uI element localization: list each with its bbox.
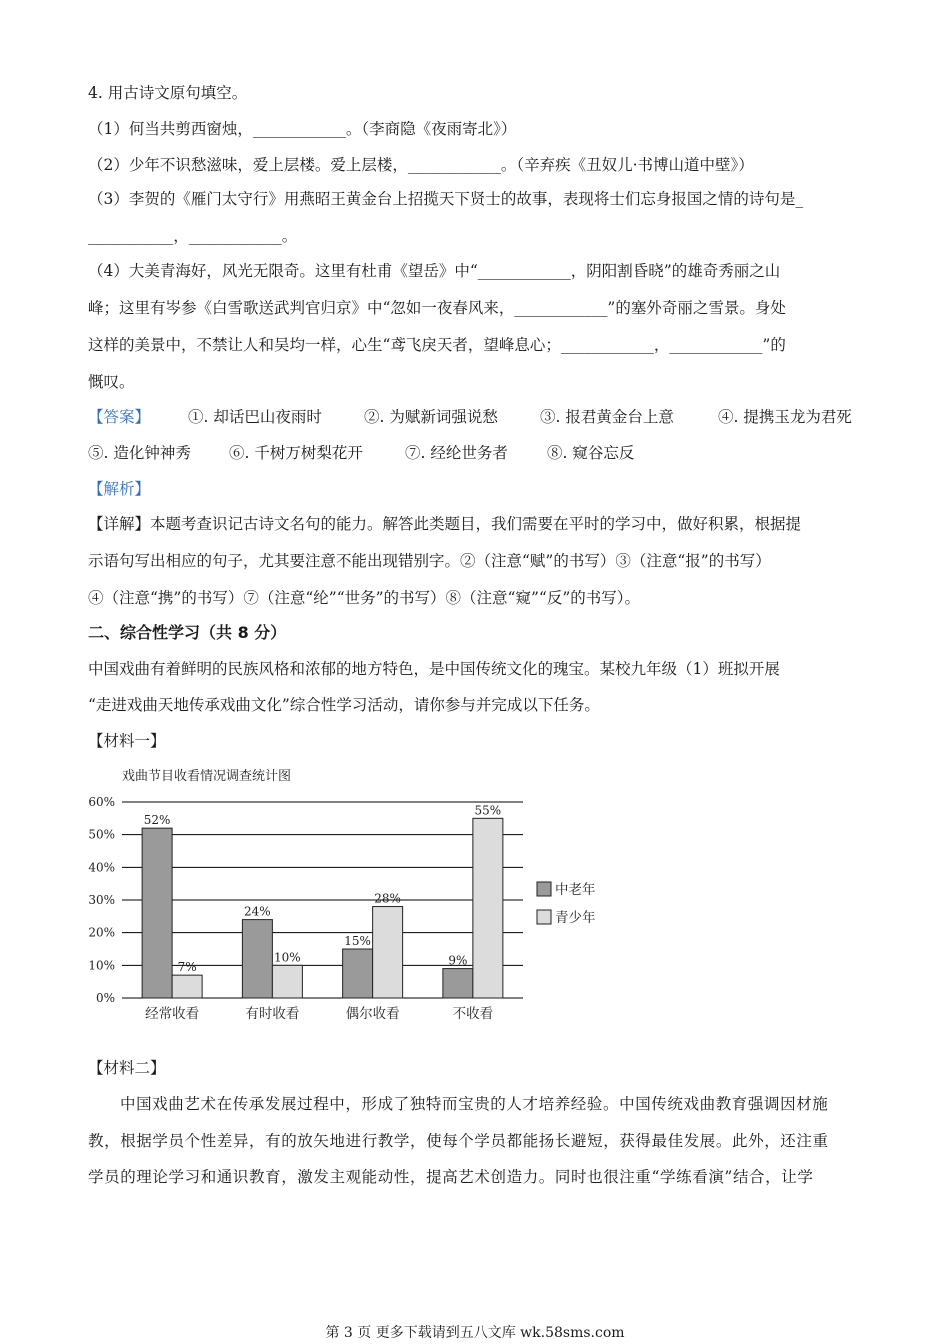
- analysis-line-3: ④（注意“携”的书写）⑦（注意“纶”“世务”的书写）⑧（注意“窥”“反”的书写）。: [88, 589, 640, 607]
- chart-title: 戏曲节目收看情况调查统计图: [122, 769, 292, 784]
- q4-item-4: （4）大美青海好，风光无限奇。这里有杜甫《望岳》中“____________，阴阳割昏晓”的雄奇秀丽之山: [88, 262, 781, 280]
- data-label: 28%: [374, 891, 401, 906]
- material-2-line-3: 学员的理论学习和通识教育，激发主观能动性，提高艺术创造力。同时也很注重“学练看演”结合，让学: [88, 1168, 814, 1186]
- x-tick-label: 经常收看: [145, 1006, 200, 1022]
- bar-middle-aged: [242, 920, 272, 998]
- material-2-label: 【材料二】: [88, 1059, 166, 1077]
- answer-item: ⑤. 造化钟神秀: [88, 444, 191, 462]
- data-label: 24%: [244, 904, 271, 919]
- answer-item: ②. 为赋新词强说愁: [364, 408, 498, 426]
- bar-middle-aged: [142, 828, 172, 998]
- y-tick-label: 0%: [95, 991, 115, 1005]
- bar-youth: [473, 818, 503, 998]
- section-heading: 二、综合性学习（共 8 分）: [88, 623, 287, 642]
- answer-row-2: [88, 443, 634, 463]
- analysis-line-2: 示语句写出相应的句子，尤其要注意不能出现错别字。②（注意“赋”的书写）③（注意“报”的书写）: [88, 552, 771, 570]
- q4-item-4-cont3: 慨叹。: [88, 373, 135, 391]
- q4-title: 4. 用古诗文原句填空。: [88, 84, 248, 102]
- bar-middle-aged: [443, 969, 473, 998]
- data-label: 10%: [274, 950, 301, 965]
- answer-item: ⑧. 窥谷忘反: [547, 444, 635, 462]
- answer-item: ①. 却话巴山夜雨时: [188, 408, 322, 426]
- legend-label: 中老年: [555, 882, 596, 898]
- answer-item: ⑥. 千树万树梨花开: [229, 444, 363, 462]
- y-tick-label: 40%: [88, 860, 115, 875]
- y-tick-label: 60%: [88, 795, 115, 809]
- answer-item: ④. 提携玉龙为君死: [718, 408, 852, 426]
- x-tick-label: 偶尔收看: [345, 1006, 400, 1022]
- x-tick-label: 有时收看: [245, 1006, 300, 1022]
- q4-item-2: （2）少年不识愁滋味，爱上层楼。爱上层楼，____________。（辛弃疾《丑奴儿·书博山道中壁》）: [88, 156, 754, 174]
- bar-youth: [373, 907, 403, 998]
- bar-youth: [272, 965, 302, 998]
- answer-item: ③. 报君黄金台上意: [540, 408, 674, 426]
- legend-label: 青少年: [555, 910, 596, 926]
- analysis-line-1: 【详解】本题考查识记古诗文名句的能力。解答此类题目，我们需要在平时的学习中，做好积累，根据提: [88, 515, 802, 533]
- bar-chart: [80, 760, 640, 1030]
- data-label: 7%: [177, 960, 197, 975]
- section-intro-1: 中国戏曲有着鲜明的民族风格和浓郁的地方特色，是中国传统文化的瑰宝。某校九年级（1）班拟开展: [88, 660, 780, 678]
- q4-item-3: （3）李贺的《雁门太守行》用燕昭王黄金台上招揽天下贤士的故事，表现将士们忘身报国之情的诗句是_: [88, 190, 804, 208]
- q4-item-3-cont: ___________，____________。: [88, 227, 298, 245]
- material-2-line-2: 教，根据学员个性差异，有的放矢地进行教学，使每个学员都能扬长避短，获得最佳发展。此外，还注重: [88, 1132, 829, 1150]
- data-label: 55%: [474, 803, 502, 818]
- answer-item: ⑦. 经纶世务者: [405, 444, 508, 462]
- analysis-label: 【解析】: [88, 480, 151, 498]
- material-1-label: 【材料一】: [88, 732, 166, 750]
- y-tick-label: 50%: [88, 827, 115, 842]
- material-2-line-1: 中国戏曲艺术在传承发展过程中，形成了独特而宝贵的人才培养经验。中国传统戏曲教育强调因材施: [120, 1095, 829, 1113]
- answer-label: 【答案】: [88, 408, 151, 426]
- bar-middle-aged: [343, 949, 373, 998]
- page-footer: 第 3 页 更多下载请到五八文库 wk.58sms.com: [325, 1325, 625, 1341]
- section-intro-2: “走进戏曲天地传承戏曲文化”综合性学习活动，请你参与并完成以下任务。: [88, 696, 600, 714]
- q4-item-1: （1）何当共剪西窗烛，____________。（李商隐《夜雨寄北》）: [88, 120, 517, 138]
- y-tick-label: 30%: [88, 893, 115, 907]
- data-label: 9%: [448, 953, 468, 968]
- y-tick-label: 10%: [88, 958, 115, 973]
- x-tick-label: 不收看: [452, 1006, 494, 1022]
- legend-swatch: [537, 882, 551, 896]
- data-label: 52%: [143, 813, 171, 828]
- answer-row-1: [188, 407, 852, 427]
- data-label: 15%: [344, 934, 371, 948]
- legend-swatch: [537, 910, 551, 924]
- bar-youth: [172, 975, 202, 998]
- y-tick-label: 20%: [88, 925, 115, 940]
- q4-item-4-cont2: 这样的美景中，不禁让人和吴均一样，心生“鸢飞戾天者，望峰息心；____________，____________”的: [88, 336, 786, 354]
- q4-item-4-cont1: 峰；这里有岑参《白雪歌送武判官归京》中“忽如一夜春风来，____________”的塞外奇丽之雪景。身处: [88, 299, 786, 317]
